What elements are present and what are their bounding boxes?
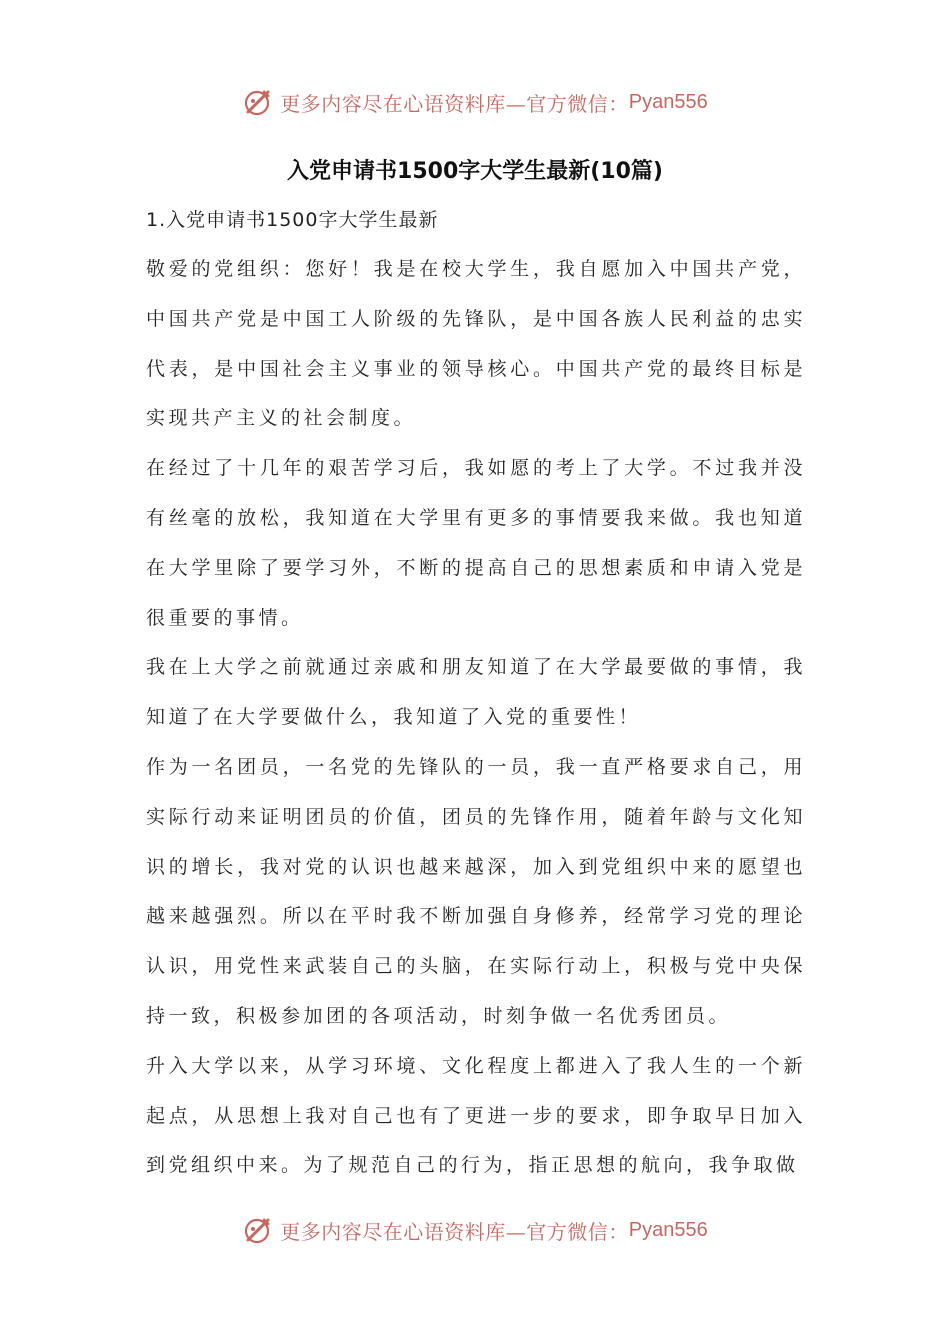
footer-banner [0, 1210, 950, 1250]
document-body [146, 245, 806, 1191]
pen-logo-icon [242, 1214, 274, 1246]
paragraph-1: 敬爱的党组织：您好！我是在校大学生，我自愿加入中国共产党，中国共产党是中国工人阶级的先锋队，是中国各族人民利益的忠实代表，是中国社会主义事业的领导核心。中国共产党的最终目标是实现共产主义的社会制度。 [146, 258, 806, 430]
pen-logo-icon [242, 86, 274, 118]
header-banner-text: 更多内容尽在心语资料库—官方微信： [280, 91, 629, 116]
header-banner-handle: Pyan556 [628, 90, 708, 113]
paragraph-5: 升入大学以来，从学习环境、文化程度上都进入了我人生的一个新起点，从思想上我对自己也有了更进一步的要求，即争取早日加入到党组织中来。为了规范自己的行为，指正思想的航向，我争取做 [146, 1054, 806, 1177]
paragraph-3: 我在上大学之前就通过亲戚和朋友知道了在大学最要做的事情，我知道了在大学要做什么，我知道了入党的重要性！ [146, 656, 806, 729]
paragraph-4: 作为一名团员，一名党的先锋队的一员，我一直严格要求自己，用实际行动来证明团员的价值，团员的先锋作用，随着年龄与文化知识的增长，我对党的认识也越来越深，加入到党组织中来的愿望也越来越强烈。所以在平时我不断加强自身修养，经常学习党的理论认识，用党性来武装自己的头脑，在实际行动上，积极与党中央保持一致，积极参加团的各项活动，时刻争做一名优秀团员。 [146, 755, 806, 1027]
document-title: 入党申请书1500字大学生最新(10篇) [287, 159, 663, 184]
footer-banner-text: 更多内容尽在心语资料库—官方微信： [280, 1219, 629, 1244]
header-banner [0, 82, 950, 122]
footer-banner-handle: Pyan556 [628, 1218, 708, 1241]
paragraph-2: 在经过了十几年的艰苦学习后，我如愿的考上了大学。不过我并没有丝毫的放松，我知道在大学里有更多的事情要我来做。我也知道在大学里除了要学习外，不断的提高自己的思想素质和申请入党是很重要的事情。 [146, 457, 806, 629]
section-heading: 1.入党申请书1500字大学生最新 [146, 209, 439, 231]
